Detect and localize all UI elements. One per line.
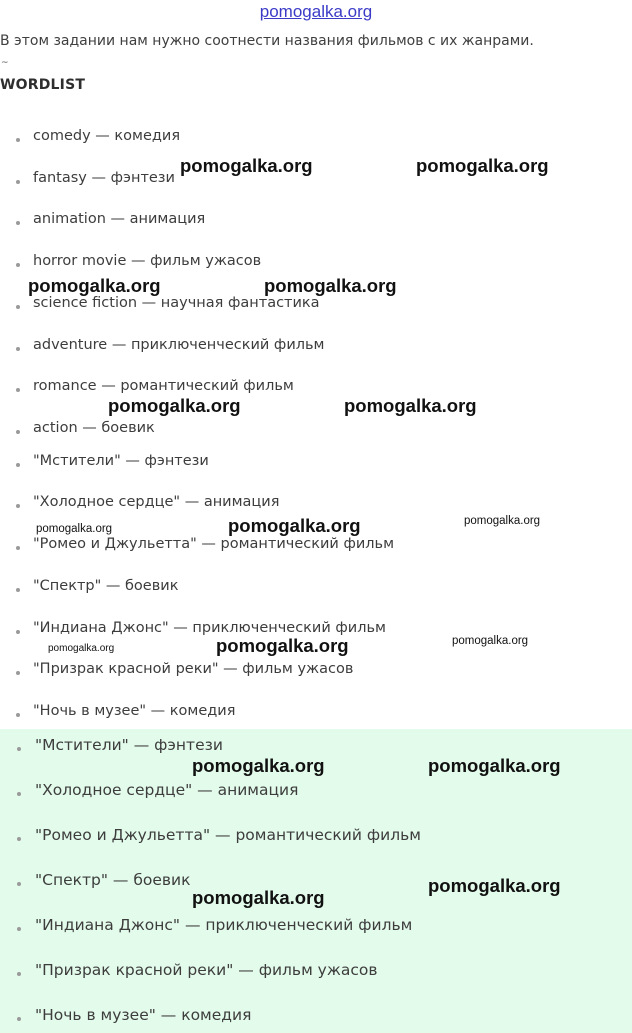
bullet-icon xyxy=(16,671,20,675)
list-item-text: "Индиана Джонс" — приключенческий фильм xyxy=(33,620,386,636)
bullet-icon xyxy=(17,972,21,976)
watermark: pomogalka.org xyxy=(264,275,397,296)
bullet-icon xyxy=(17,1017,21,1021)
intro-text: В этом задании нам нужно соотнести названия фильмов с их жанрами. xyxy=(0,33,534,49)
watermark: pomogalka.org xyxy=(428,875,561,896)
list-item xyxy=(33,578,178,594)
list-item-text: animation — анимация xyxy=(33,211,206,227)
bullet-icon xyxy=(16,263,20,267)
answer-item xyxy=(35,916,412,934)
answer-item-text: "Призрак красной реки" — фильм ужасов xyxy=(35,961,378,979)
bullet-icon xyxy=(17,792,21,796)
list-item-text: "Ночь в музее" — комедия xyxy=(33,703,236,719)
watermark: pomogalka.org xyxy=(216,635,349,656)
answer-item xyxy=(35,961,377,979)
list-item xyxy=(33,494,279,510)
bullet-icon xyxy=(16,138,20,142)
list-item-text: horror movie — фильм ужасов xyxy=(33,253,262,269)
list-item-text: comedy — комедия xyxy=(33,128,181,144)
list-item-text: "Холодное сердце" — анимация xyxy=(33,494,280,510)
answer-item xyxy=(35,1006,251,1024)
watermark: pomogalka.org xyxy=(108,395,241,416)
watermark: pomogalka.org xyxy=(180,155,313,176)
bullet-icon xyxy=(16,347,20,351)
bullet-icon xyxy=(16,463,20,467)
bullet-icon xyxy=(16,546,20,550)
watermark: pomogalka.org xyxy=(228,515,361,536)
list-item xyxy=(33,128,180,144)
list-item xyxy=(33,295,320,311)
answer-item xyxy=(35,871,190,889)
bullet-icon xyxy=(16,630,20,634)
bullet-icon xyxy=(17,747,21,751)
tilde-mark: ~ xyxy=(1,58,9,68)
watermark: pomogalka.org xyxy=(428,755,561,776)
bullet-icon xyxy=(16,305,20,309)
list-item xyxy=(33,536,394,552)
list-item-text: romance — романтический фильм xyxy=(33,378,294,394)
watermark: pomogalka.org xyxy=(48,643,115,654)
bullet-icon xyxy=(16,388,20,392)
list-item-text: science fiction — научная фантастика xyxy=(33,295,320,311)
bullet-icon xyxy=(17,927,21,931)
answer-item-text: "Индиана Джонс" — приключенческий фильм xyxy=(35,916,413,934)
list-item xyxy=(33,378,294,394)
bullet-icon xyxy=(16,588,20,592)
list-item xyxy=(33,170,175,186)
watermark: pomogalka.org xyxy=(416,155,549,176)
list-item xyxy=(33,703,235,719)
watermark: pomogalka.org xyxy=(28,275,161,296)
list-item-text: "Призрак красной реки" — фильм ужасов xyxy=(33,661,354,677)
answer-item xyxy=(35,826,421,844)
watermark: pomogalka.org xyxy=(192,755,325,776)
watermark: pomogalka.org xyxy=(344,395,477,416)
bullet-icon xyxy=(16,504,20,508)
watermark: pomogalka.org xyxy=(192,887,325,908)
answer-item xyxy=(35,781,298,799)
list-item xyxy=(33,253,261,269)
watermark: pomogalka.org xyxy=(36,523,113,535)
list-item-text: adventure — приключенческий фильм xyxy=(33,337,325,353)
answer-item xyxy=(35,736,223,754)
watermark: pomogalka.org xyxy=(452,635,529,647)
list-item xyxy=(33,337,325,353)
bullet-icon xyxy=(16,713,20,717)
answer-item-text: "Ночь в музее" — комедия xyxy=(35,1006,252,1024)
answer-item-text: "Спектр" — боевик xyxy=(35,871,191,889)
wordlist-heading: WORDLIST xyxy=(0,77,86,93)
list-item xyxy=(33,211,205,227)
list-item-text: action — боевик xyxy=(33,420,155,436)
answer-item-text: "Мстители" — фэнтези xyxy=(35,736,223,754)
bullet-icon xyxy=(16,430,20,434)
list-item-text: "Спектр" — боевик xyxy=(33,578,179,594)
answer-item-text: "Холодное сердце" — анимация xyxy=(35,781,299,799)
watermark: pomogalka.org xyxy=(464,515,541,527)
answer-item-text: "Ромео и Джульетта" — романтический фильм xyxy=(35,826,421,844)
list-item-text: "Мстители" — фэнтези xyxy=(33,453,209,469)
site-link[interactable]: pomogalka.org xyxy=(259,2,373,21)
bullet-icon xyxy=(16,180,20,184)
bullet-icon xyxy=(16,221,20,225)
list-item-text: fantasy — фэнтези xyxy=(33,170,175,186)
list-item xyxy=(33,661,353,677)
list-item xyxy=(33,620,386,636)
bullet-icon xyxy=(17,882,21,886)
list-item xyxy=(33,453,209,469)
list-item xyxy=(33,420,155,436)
bullet-icon xyxy=(17,837,21,841)
list-item-text: "Ромео и Джульетта" — романтический фильм xyxy=(33,536,395,552)
